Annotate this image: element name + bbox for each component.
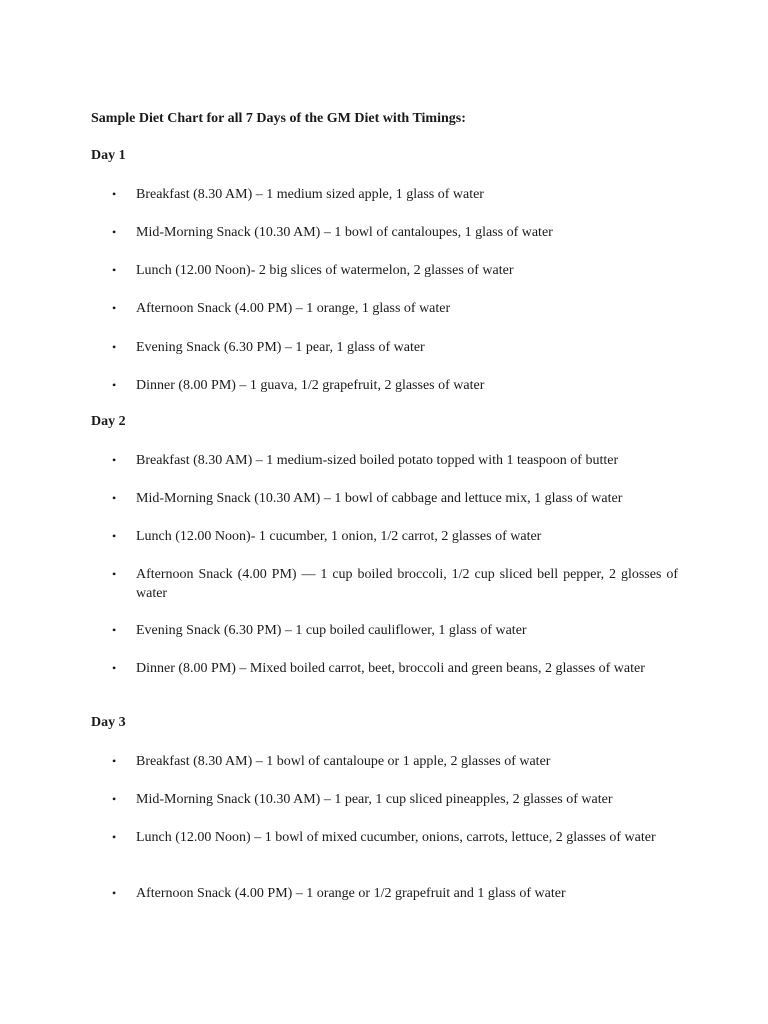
- bullet-icon: •: [112, 529, 117, 543]
- list-item: [112, 565, 678, 603]
- list-item-text: Evening Snack (6.30 PM) – 1 pear, 1 glass of water: [136, 340, 425, 355]
- bullet-icon: •: [112, 567, 117, 581]
- list-item: [112, 376, 678, 395]
- list-item: [112, 451, 678, 470]
- list-item-text: Breakfast (8.30 AM) – 1 medium sized apple, 1 glass of water: [136, 187, 484, 202]
- list-item-text: Mid-Morning Snack (10.30 AM) – 1 pear, 1 cup sliced pineapples, 2 glasses of water: [136, 792, 613, 807]
- list-item: [112, 338, 678, 357]
- list-item-text: Breakfast (8.30 AM) – 1 medium-sized boiled potato topped with 1 teaspoon of butter: [136, 453, 619, 468]
- list-item-text: Lunch (12.00 Noon)- 1 cucumber, 1 onion, 1/2 carrot, 2 glasses of water: [136, 529, 542, 544]
- bullet-icon: •: [112, 792, 117, 806]
- list-item: [112, 828, 678, 847]
- bullet-icon: •: [112, 491, 117, 505]
- list-item: [112, 790, 678, 809]
- list-item-text: Lunch (12.00 Noon) – 1 bowl of mixed cucumber, onions, carrots, lettuce, 2 glasses of water: [136, 830, 656, 845]
- list-item-text: Afternoon Snack (4.00 PM) – 1 orange, 1 glass of water: [136, 301, 451, 316]
- bullet-icon: •: [112, 378, 117, 392]
- bullet-icon: •: [112, 661, 117, 675]
- bullet-icon: •: [112, 263, 117, 277]
- list-item-text: Dinner (8.00 PM) – 1 guava, 1/2 grapefruit, 2 glasses of water: [136, 378, 485, 393]
- list-item-text: Mid-Morning Snack (10.30 AM) – 1 bowl of cantaloupes, 1 glass of water: [136, 225, 553, 240]
- bullet-icon: •: [112, 187, 117, 201]
- day-heading: Day 3: [91, 715, 126, 730]
- list-item-text: Mid-Morning Snack (10.30 AM) – 1 bowl of cabbage and lettuce mix, 1 glass of water: [136, 491, 623, 506]
- list-item-text: Afternoon Snack (4.00 PM) — 1 cup boiled broccoli, 1/2 cup sliced bell pepper, 2 glosses of water: [136, 567, 678, 601]
- day-heading: Day 1: [91, 148, 126, 163]
- list-item: [112, 884, 678, 903]
- list-item-text: Afternoon Snack (4.00 PM) – 1 orange or 1/2 grapefruit and 1 glass of water: [136, 886, 566, 901]
- bullet-icon: •: [112, 830, 117, 844]
- bullet-icon: •: [112, 886, 117, 900]
- document-title: Sample Diet Chart for all 7 Days of the GM Diet with Timings:: [91, 111, 466, 126]
- bullet-icon: •: [112, 754, 117, 768]
- list-item-text: Dinner (8.00 PM) – Mixed boiled carrot, beet, broccoli and green beans, 2 glasses of water: [136, 661, 645, 676]
- day-heading: Day 2: [91, 414, 126, 429]
- list-item-text: Evening Snack (6.30 PM) – 1 cup boiled cauliflower, 1 glass of water: [136, 623, 527, 638]
- list-item: [112, 489, 678, 508]
- list-item: [112, 185, 678, 204]
- list-item: [112, 299, 678, 318]
- bullet-icon: •: [112, 301, 117, 315]
- list-item: [112, 223, 678, 242]
- list-item: [112, 261, 678, 280]
- list-item: [112, 527, 678, 546]
- bullet-icon: •: [112, 225, 117, 239]
- bullet-icon: •: [112, 340, 117, 354]
- bullet-icon: •: [112, 453, 117, 467]
- list-item-text: Breakfast (8.30 AM) – 1 bowl of cantaloupe or 1 apple, 2 glasses of water: [136, 754, 551, 769]
- list-item: [112, 752, 678, 771]
- bullet-icon: •: [112, 623, 117, 637]
- list-item: [112, 621, 678, 640]
- list-item-text: Lunch (12.00 Noon)- 2 big slices of watermelon, 2 glasses of water: [136, 263, 514, 278]
- list-item: [112, 659, 678, 678]
